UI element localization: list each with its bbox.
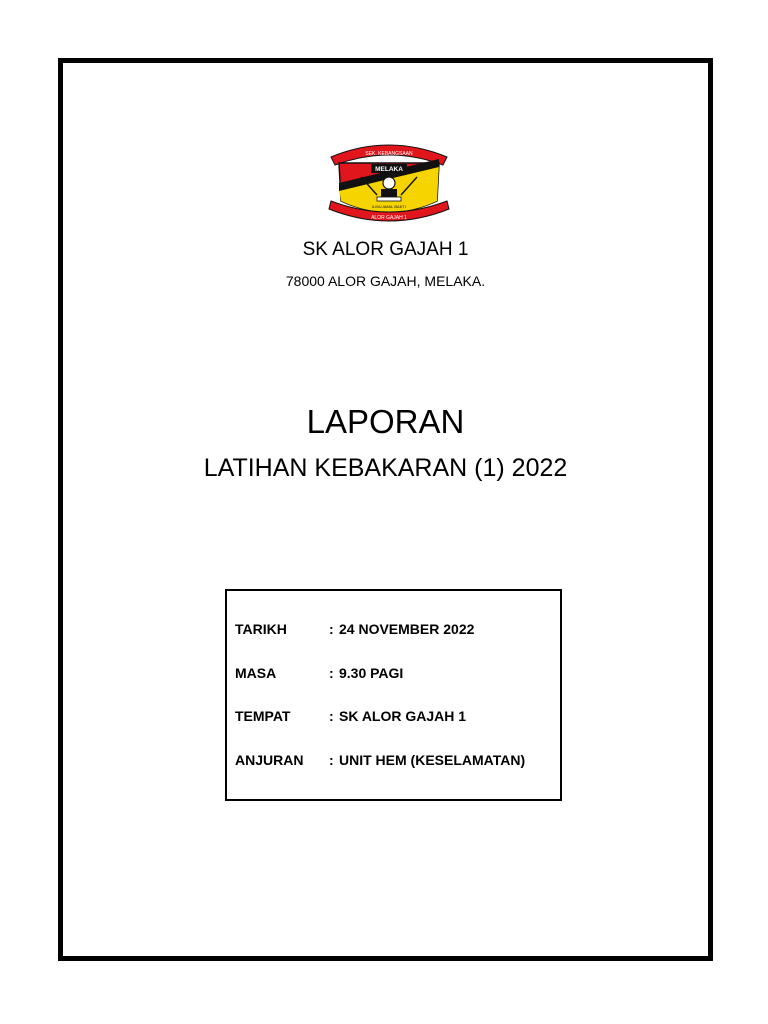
detail-row-date	[235, 621, 474, 637]
detail-value: UNIT HEM (KESELAMATAN)	[339, 752, 526, 768]
detail-row-place	[235, 708, 466, 724]
detail-label: TEMPAT	[235, 708, 291, 724]
detail-value: 24 NOVEMBER 2022	[339, 621, 475, 637]
detail-separator: :	[329, 708, 334, 724]
crest-banner-text: MELAKA	[375, 166, 403, 173]
detail-label: ANJURAN	[235, 752, 304, 768]
crest-top-text: SEK. KEBANGSAAN	[365, 151, 413, 157]
report-subtitle: LATIHAN KEBAKARAN (1) 2022	[203, 454, 568, 482]
school-crest-icon	[325, 137, 453, 227]
report-title: LAPORAN	[306, 403, 465, 440]
crest-bottom-text: ALOR GAJAH 1	[371, 215, 407, 221]
school-name: SK ALOR GAJAH 1	[302, 239, 469, 260]
detail-separator: :	[329, 621, 334, 637]
detail-label: TARIKH	[235, 621, 287, 637]
detail-label: MASA	[235, 665, 277, 681]
page-border	[58, 58, 713, 961]
detail-separator: :	[329, 752, 334, 768]
details-box	[225, 589, 562, 801]
detail-row-time	[235, 665, 403, 681]
detail-row-organizer	[235, 752, 525, 768]
detail-value: SK ALOR GAJAH 1	[339, 708, 467, 724]
detail-value: 9.30 PAGI	[339, 665, 404, 681]
detail-separator: :	[329, 665, 334, 681]
crest-motto-text: ILMU AMAL BAKTI	[372, 204, 406, 209]
school-address: 78000 ALOR GAJAH, MELAKA.	[285, 273, 486, 289]
